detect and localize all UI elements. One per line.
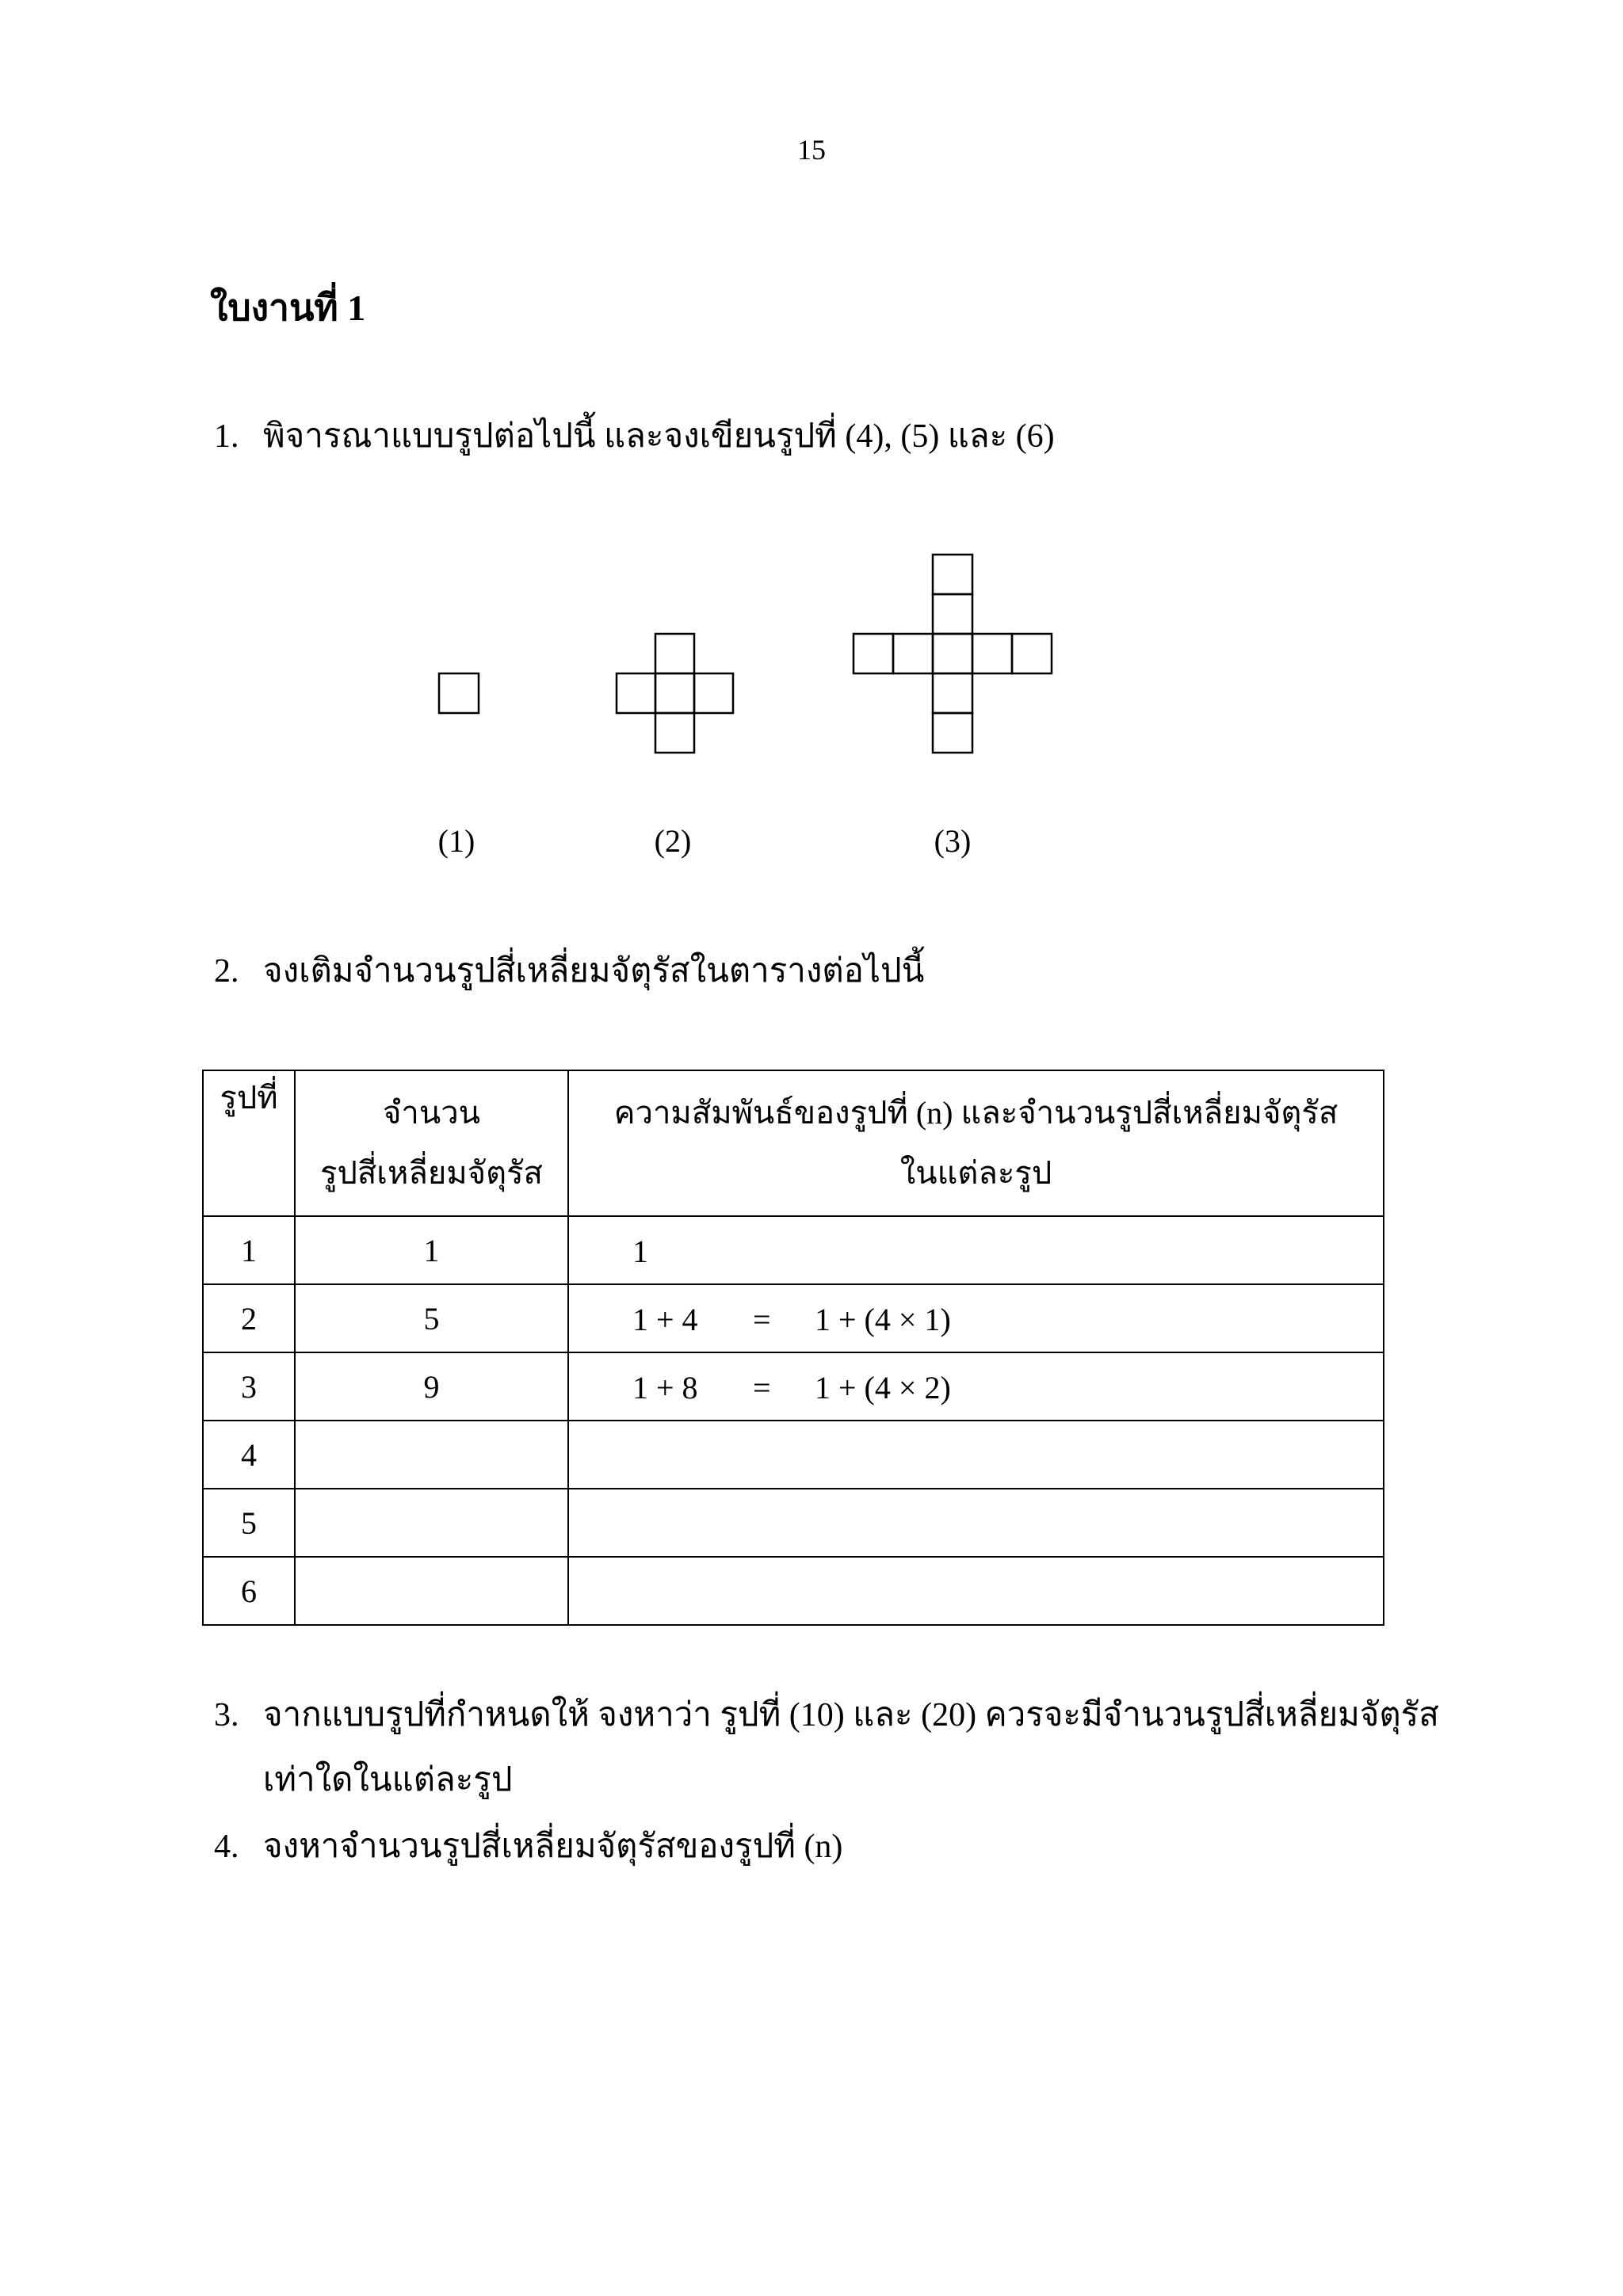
header-relationship [568,1070,1384,1216]
relation-equals: = [753,1370,771,1405]
table-row [203,1352,1384,1421]
question-text: จงหาจำนวนรูปสี่เหลี่ยมจัตุรัสของรูปที่ (n) [263,1829,843,1865]
header-count-line2: รูปสี่เหลี่ยมจัตุรัส [320,1155,543,1191]
cell-square-count[interactable]: 1 [295,1216,568,1284]
cell-square-count[interactable] [295,1557,568,1625]
question-3 [214,1699,1439,1732]
question-2 [214,955,924,988]
relation-sum: 1 + 4 [632,1302,698,1337]
worksheet-title: ใบงานที่ 1 [210,288,366,328]
table-row [203,1284,1384,1352]
page-number: 15 [797,134,826,166]
relation-equals: = [753,1302,771,1337]
cell-relationship[interactable] [568,1489,1384,1557]
relation-formula: 1 + (4 × 2) [815,1370,951,1405]
question-number: 3. [214,1697,239,1733]
question-4 [214,1830,842,1863]
cell-figure-number: 5 [203,1489,295,1557]
table-header-row [203,1070,1384,1216]
question-number: 1. [214,418,239,455]
figure-2-shape [617,634,733,753]
cell-figure-number: 2 [203,1284,295,1352]
cell-relationship[interactable] [568,1557,1384,1625]
table-row [203,1557,1384,1625]
header-relation-line2: ในแต่ละรูป [899,1155,1052,1191]
relation-formula: 1 + (4 × 1) [815,1302,951,1337]
cell-square-count[interactable] [295,1489,568,1557]
question-number: 4. [214,1829,239,1865]
header-square-count [295,1070,568,1216]
figure-3-shape [854,555,1052,753]
header-count-line1: จำนวน [382,1095,481,1131]
cell-square-count[interactable] [295,1421,568,1489]
question-text: พิจารณาแบบรูปต่อไปนี้ และจงเขียนรูปที่ (4), (5) และ (6) [263,418,1055,455]
cell-square-count[interactable]: 9 [295,1352,568,1421]
question-text: จงเติมจำนวนรูปสี่เหลี่ยมจัตุรัสในตารางต่อไปนี้ [263,953,925,990]
cell-relationship[interactable] [568,1421,1384,1489]
cell-figure-number: 1 [203,1216,295,1284]
figure-1-shape [439,673,479,713]
cell-figure-number: 3 [203,1352,295,1421]
relation-sum: 1 [632,1234,648,1269]
cell-figure-number: 6 [203,1557,295,1625]
cell-square-count[interactable]: 5 [295,1284,568,1352]
pattern-figures [0,0,1623,792]
cell-relationship[interactable] [568,1352,1384,1421]
question-3-continuation: เท่าใดในแต่ละรูป [263,1762,513,1798]
square-count-table [202,1070,1384,1626]
figure-3-label: (3) [934,823,972,859]
cell-relationship[interactable] [568,1216,1384,1284]
header-relation-line1: ความสัมพันธ์ของรูปที่ (n) และจำนวนรูปสี่เหลี่ยมจัตุรัส [613,1095,1338,1131]
cell-figure-number: 4 [203,1421,295,1489]
figure-2-label: (2) [654,823,692,859]
table-row [203,1216,1384,1284]
figure-1-label: (1) [437,823,475,859]
table-row [203,1421,1384,1489]
cell-relationship[interactable] [568,1284,1384,1352]
relation-sum: 1 + 8 [632,1370,698,1405]
table-row [203,1489,1384,1557]
header-figure-number: รูปที่ [203,1070,295,1216]
question-text: จากแบบรูปที่กำหนดให้ จงหาว่า รูปที่ (10) และ (20) ควรจะมีจำนวนรูปสี่เหลี่ยมจัตุรัส [263,1697,1439,1733]
question-number: 2. [214,953,239,990]
